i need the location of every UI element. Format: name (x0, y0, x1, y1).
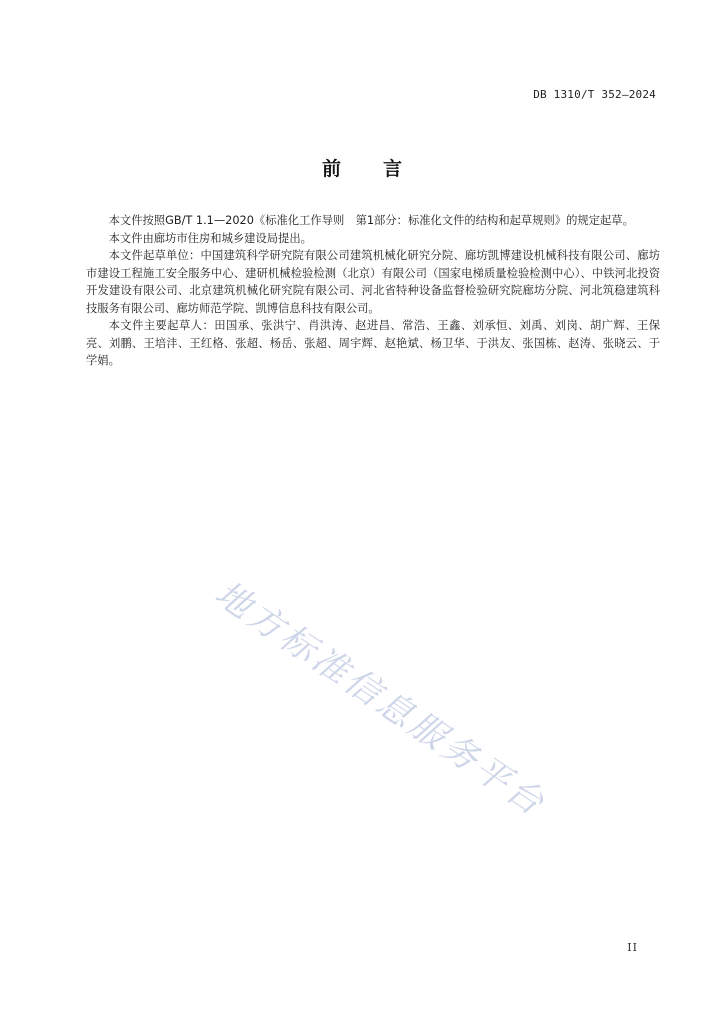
paragraph-drafting-basis: 本文件按照GB/T 1.1—2020《标准化工作导则 第1部分：标准化文件的结构和起草规则》的规定起草。 (108, 214, 634, 227)
page-title: 前言 (321, 158, 444, 180)
paragraph-proposer: 本文件由廊坊市住房和城乡建设局提出。 (108, 231, 312, 245)
paragraph-drafting-units: 本文件起草单位：中国建筑科学研究院有限公司建筑机械化研究分院、廊坊凯博建设机械科技有限公司、廊坊市建设工程施工安全服务中心、建研机械检验检测（北京）有限公司（国家电梯质量检验检测中心）、中铁河北投资开发建设有限公司、北京建筑机械化研究院有限公司、河北省特种设备监督检验研究院廊坊分院、河北筑稳建筑科技服务有限公司、廊坊师范学院、凯博信息科技有限公司。 (86, 249, 660, 315)
page-number: II (627, 941, 638, 954)
document-code: DB 1310/T 352—2024 (533, 88, 656, 101)
foreword-body (86, 212, 660, 370)
watermark: 地方标准信息服务平台 (207, 573, 554, 826)
paragraph-drafters: 本文件主要起草人：田国承、张洪宁、肖洪涛、赵进昌、常浩、王鑫、刘承恒、刘禹、刘岗、胡广辉、王保亮、刘鹏、王培沣、王红格、张超、杨岳、张超、周宇辉、赵艳斌、杨卫华、于洪友、张国栋、赵涛、张晓云、于学娟。 (86, 319, 660, 367)
